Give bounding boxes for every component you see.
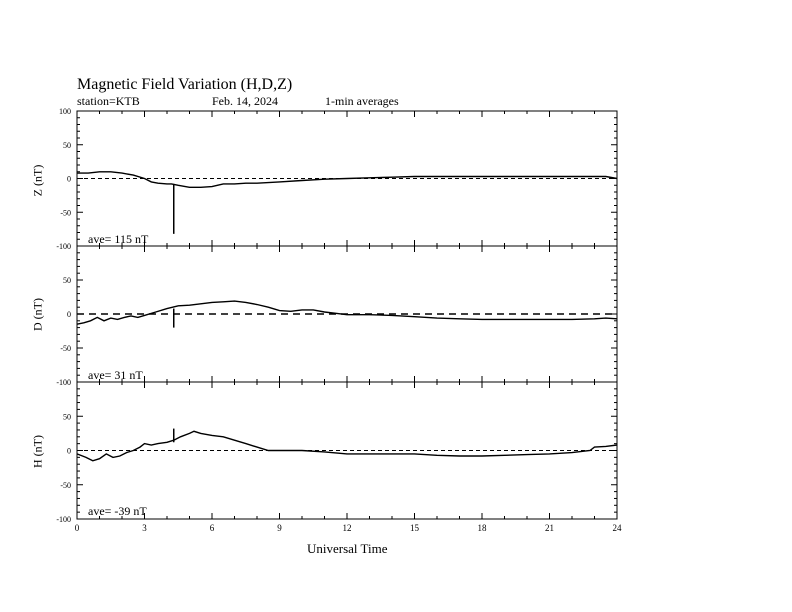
y-tick-label-Z: -100	[56, 242, 71, 251]
x-tick-label: 15	[410, 523, 419, 533]
x-tick-label: 18	[477, 523, 487, 533]
x-tick-label: 12	[342, 523, 352, 533]
y-tick-label-H: -100	[56, 515, 71, 524]
y-tick-label-Z: 50	[63, 140, 71, 150]
station-label: station=KTB	[77, 94, 140, 108]
y-tick-label-D: 0	[67, 310, 71, 319]
d-axis-label: D (nT)	[30, 298, 45, 331]
y-tick-label-H: 50	[63, 412, 71, 422]
averaging-label: 1-min averages	[325, 94, 399, 108]
h-axis-label: H (nT)	[30, 435, 45, 468]
y-tick-label-H: -50	[60, 480, 71, 490]
y-tick-label-Z: 100	[59, 107, 71, 116]
x-tick-label: 24	[612, 523, 622, 533]
z-axis-label: Z (nT)	[30, 164, 45, 197]
z-average-label: ave= 115 nT	[88, 232, 149, 246]
d-average-label: ave= 31 nT	[88, 368, 143, 382]
chart-title: Magnetic Field Variation (H,D,Z)	[77, 76, 293, 93]
x-axis-title: Universal Time	[307, 541, 388, 556]
x-tick-label: 3	[142, 523, 147, 533]
series-line-Z	[77, 172, 617, 188]
x-tick-label: 9	[277, 523, 282, 533]
series-line-D	[77, 301, 617, 324]
y-tick-label-Z: 0	[67, 174, 71, 184]
date-label: Feb. 14, 2024	[212, 94, 278, 108]
x-tick-label: 0	[74, 523, 80, 533]
series-line-H	[77, 431, 617, 461]
y-tick-label-Z: -50	[60, 208, 71, 218]
y-tick-label-H: 0	[67, 446, 71, 456]
x-tick-label: 6	[209, 523, 215, 533]
y-tick-label-D: 50	[63, 276, 71, 285]
y-tick-label-D: -100	[56, 378, 71, 387]
y-tick-label-D: -50	[60, 344, 71, 353]
x-tick-label: 21	[545, 523, 554, 533]
h-average-label: ave= -39 nT	[88, 504, 147, 518]
